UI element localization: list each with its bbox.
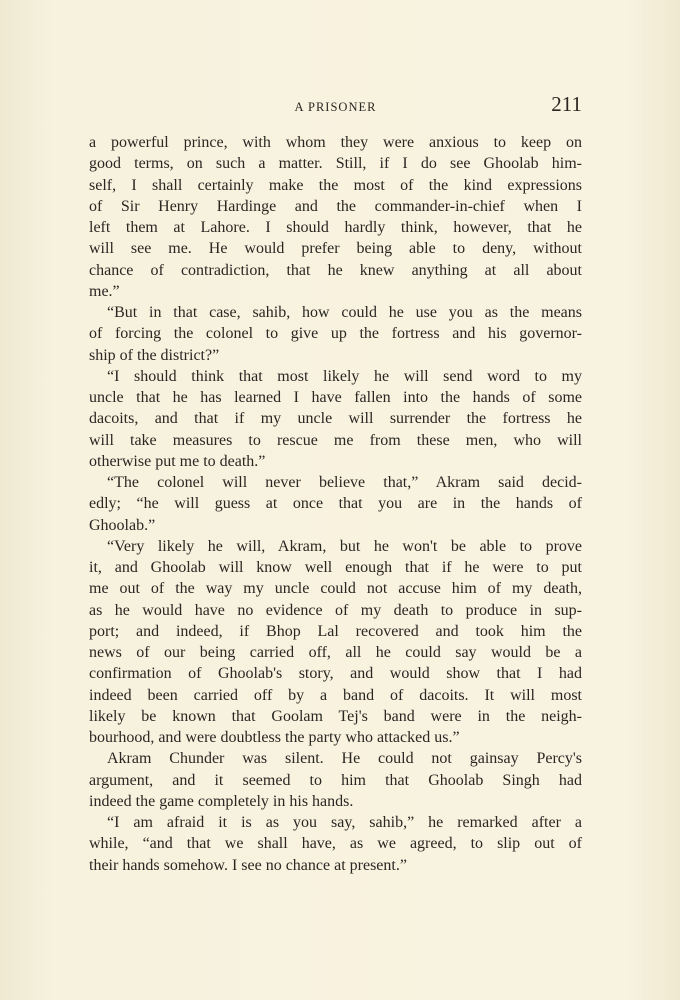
text-line: dacoits, and that if my uncle will surrender the fortress he: [89, 410, 582, 428]
text-line: of Sir Henry Hardinge and the commander-in-chief when I: [89, 197, 582, 215]
text-line: their hands somehow. I see no chance at present.”: [89, 856, 407, 874]
text-line: while, “and that we shall have, as we agreed, to slip out of: [89, 835, 582, 853]
text-line: uncle that he has learned I have fallen into the hands of some: [89, 389, 582, 406]
text-line: will see me. He would prefer being able to deny, without: [89, 240, 582, 258]
text-line: confirmation of Ghoolab's story, and would show that I had: [89, 665, 582, 683]
text-line: chance of contradiction, that he knew anything at all about: [89, 261, 582, 279]
page-header: [89, 92, 582, 122]
text-line: me out of the way my uncle could not accuse him of my death,: [89, 580, 582, 598]
text-line: it, and Ghoolab will know well enough that if he were to put: [89, 559, 582, 576]
text-line: news of our being carried off, all he could say would be a: [89, 644, 582, 661]
text-line: Akram Chunder was silent. He could not gainsay Percy's: [107, 750, 582, 768]
text-line: as he would have no evidence of my death to produce in sup-: [89, 601, 582, 619]
text-line: otherwise put me to death.”: [89, 452, 266, 470]
text-line: a powerful prince, with whom they were anxious to keep on: [89, 134, 582, 151]
running-title: A PRISONER: [294, 100, 377, 114]
text-line: will take measures to rescue me from these men, who will: [89, 431, 582, 449]
text-line: edly; “he will guess at once that you are in the hands of: [89, 495, 582, 513]
text-line: “But in that case, sahib, how could he use you as the means: [107, 304, 582, 321]
text-line: “The colonel will never believe that,” Akram said decid-: [107, 474, 582, 491]
text-line: port; and indeed, if Bhop Lal recovered and took him the: [89, 622, 582, 640]
text-line: self, I shall certainly make the most of the kind expressions: [89, 176, 582, 194]
text-line: Ghoolab.”: [89, 516, 156, 534]
text-line: “I am afraid it is as you say, sahib,” he remarked after a: [107, 814, 582, 831]
page-number: 211: [551, 92, 582, 116]
text-line: “I should think that most likely he will send word to my: [107, 367, 582, 385]
text-line: ship of the district?”: [89, 346, 220, 364]
body-text: [89, 132, 582, 876]
text-line: me.”: [89, 282, 120, 300]
text-line: “Very likely he will, Akram, but he won't be able to prove: [107, 537, 582, 555]
text-line: likely be known that Goolam Tej's band were in the neigh-: [89, 707, 582, 725]
text-line: good terms, on such a matter. Still, if I do see Ghoolab him-: [89, 155, 582, 173]
text-line: indeed been carried off by a band of dacoits. It will most: [89, 686, 582, 704]
text-line: left them at Lahore. I should hardly think, however, that he: [89, 219, 582, 236]
text-line: argument, and it seemed to him that Ghoolab Singh had: [89, 771, 582, 789]
text-line: indeed the game completely in his hands.: [89, 792, 354, 810]
text-line: bourhood, and were doubtless the party who attacked us.”: [89, 729, 460, 746]
text-line: of forcing the colonel to give up the fortress and his governor-: [89, 325, 582, 343]
